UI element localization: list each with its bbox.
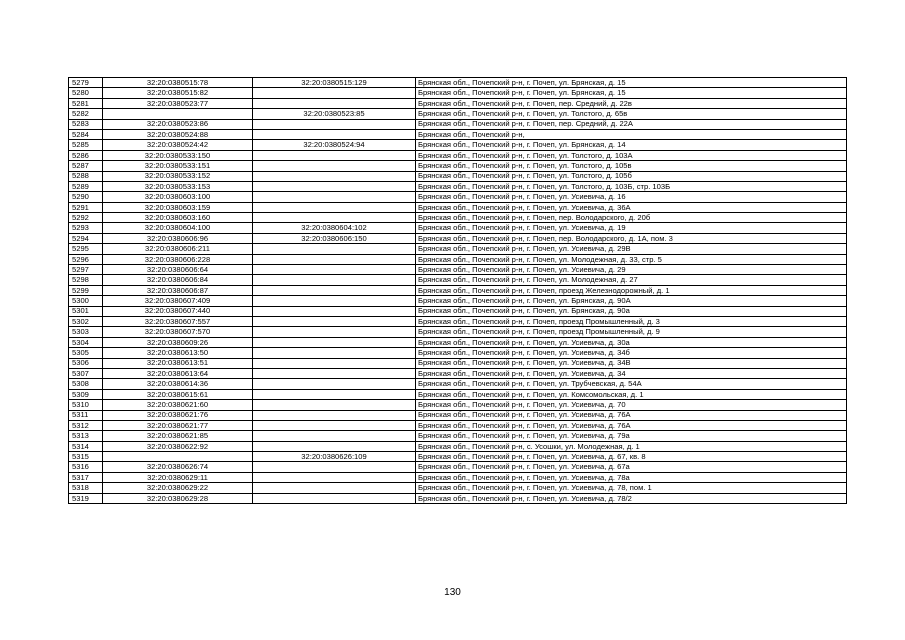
row-number-cell: 5287 [69, 161, 103, 171]
address-cell: Брянская обл., Почепский р-н, г. Почеп, ул. Усиевича, д. 70 [416, 400, 847, 410]
cadastral-number-2-cell [253, 254, 416, 264]
records-table-body [69, 78, 847, 504]
cadastral-number-2-cell [253, 348, 416, 358]
table-row [69, 171, 847, 181]
cadastral-number-cell [103, 109, 253, 119]
cadastral-number-2-cell: 32:20:0380606:150 [253, 233, 416, 243]
address-cell: Брянская обл., Почепский р-н, г. Почеп, ул. Брянская, д. 90А [416, 296, 847, 306]
address-cell: Брянская обл., Почепский р-н, г. Почеп, ул. Усиевича, д. 16 [416, 192, 847, 202]
table-row [69, 213, 847, 223]
cadastral-number-2-cell [253, 358, 416, 368]
row-number-cell: 5288 [69, 171, 103, 181]
address-cell: Брянская обл., Почепский р-н, г. Почеп, ул. Толстого, д. 65в [416, 109, 847, 119]
table-row [69, 327, 847, 337]
row-number-cell: 5310 [69, 400, 103, 410]
cadastral-number-2-cell [253, 431, 416, 441]
cadastral-number-cell: 32:20:0380614:36 [103, 379, 253, 389]
cadastral-number-cell: 32:20:0380606:87 [103, 285, 253, 295]
cadastral-number-cell: 32:20:0380629:22 [103, 483, 253, 493]
cadastral-number-cell: 32:20:0380533:150 [103, 150, 253, 160]
table-row [69, 285, 847, 295]
table-row [69, 462, 847, 472]
row-number-cell: 5303 [69, 327, 103, 337]
address-cell: Брянская обл., Почепский р-н, г. Почеп, пер. Володарского, д. 1А, пом. 3 [416, 233, 847, 243]
row-number-cell: 5316 [69, 462, 103, 472]
address-cell: Брянская обл., Почепский р-н, г. Почеп, ул. Усиевича, д. 34б [416, 348, 847, 358]
row-number-cell: 5317 [69, 472, 103, 482]
address-cell: Брянская обл., Почепский р-н, г. Почеп, ул. Усиевича, д. 36А [416, 202, 847, 212]
address-cell: Брянская обл., Почепский р-н, г. Почеп, пер. Володарского, д. 20б [416, 213, 847, 223]
row-number-cell: 5298 [69, 275, 103, 285]
cadastral-number-cell: 32:20:0380603:160 [103, 213, 253, 223]
table-row [69, 233, 847, 243]
cadastral-number-cell: 32:20:0380613:50 [103, 348, 253, 358]
cadastral-number-cell: 32:20:0380622:92 [103, 441, 253, 451]
table-row [69, 223, 847, 233]
address-cell: Брянская обл., Почепский р-н, г. Почеп, ул. Усиевича, д. 78а [416, 472, 847, 482]
address-cell: Брянская обл., Почепский р-н, г. Почеп, ул. Брянская, д. 15 [416, 78, 847, 88]
cadastral-number-cell: 32:20:0380606:96 [103, 233, 253, 243]
table-row [69, 192, 847, 202]
cadastral-number-2-cell: 32:20:0380515:129 [253, 78, 416, 88]
cadastral-number-cell: 32:20:0380524:42 [103, 140, 253, 150]
address-cell: Брянская обл., Почепский р-н, г. Почеп, проезд Промышленный, д. 3 [416, 316, 847, 326]
cadastral-number-2-cell [253, 265, 416, 275]
row-number-cell: 5292 [69, 213, 103, 223]
table-row [69, 348, 847, 358]
row-number-cell: 5290 [69, 192, 103, 202]
row-number-cell: 5285 [69, 140, 103, 150]
cadastral-number-2-cell [253, 472, 416, 482]
address-cell: Брянская обл., Почепский р-н, г. Почеп, ул. Усиевича, д. 67, кв. 8 [416, 452, 847, 462]
row-number-cell: 5281 [69, 98, 103, 108]
cadastral-number-2-cell [253, 316, 416, 326]
table-row [69, 368, 847, 378]
address-cell: Брянская обл., Почепский р-н, г. Почеп, ул. Молодежная, д. 27 [416, 275, 847, 285]
cadastral-number-2-cell [253, 441, 416, 451]
cadastral-number-2-cell [253, 462, 416, 472]
row-number-cell: 5282 [69, 109, 103, 119]
address-cell: Брянская обл., Почепский р-н, г. Почеп, ул. Брянская, д. 14 [416, 140, 847, 150]
cadastral-number-cell: 32:20:0380515:78 [103, 78, 253, 88]
cadastral-number-cell: 32:20:0380607:570 [103, 327, 253, 337]
row-number-cell: 5280 [69, 88, 103, 98]
cadastral-number-cell: 32:20:0380629:28 [103, 493, 253, 503]
address-cell: Брянская обл., Почепский р-н, г. Почеп, проезд Железнодорожный, д. 1 [416, 285, 847, 295]
cadastral-number-2-cell [253, 379, 416, 389]
table-row [69, 400, 847, 410]
cadastral-number-2-cell [253, 400, 416, 410]
row-number-cell: 5300 [69, 296, 103, 306]
cadastral-number-2-cell [253, 129, 416, 139]
cadastral-number-2-cell [253, 285, 416, 295]
cadastral-number-cell: 32:20:0380613:51 [103, 358, 253, 368]
table-row [69, 119, 847, 129]
cadastral-number-cell: 32:20:0380606:64 [103, 265, 253, 275]
table-row [69, 296, 847, 306]
table-row [69, 316, 847, 326]
table-row [69, 140, 847, 150]
row-number-cell: 5293 [69, 223, 103, 233]
cadastral-number-2-cell [253, 244, 416, 254]
cadastral-number-cell: 32:20:0380515:82 [103, 88, 253, 98]
address-cell: Брянская обл., Почепский р-н, г. Почеп, ул. Трубчевская, д. 54А [416, 379, 847, 389]
address-cell: Брянская обл., Почепский р-н, г. Почеп, ул. Толстого, д. 103А [416, 150, 847, 160]
address-cell: Брянская обл., Почепский р-н, г. Почеп, ул. Усиевича, д. 30а [416, 337, 847, 347]
table-row [69, 202, 847, 212]
address-cell: Брянская обл., Почепский р-н, г. Почеп, ул. Усиевича, д. 34 [416, 368, 847, 378]
address-cell: Брянская обл., Почепский р-н, г. Почеп, ул. Усиевича, д. 67а [416, 462, 847, 472]
cadastral-number-cell: 32:20:0380621:85 [103, 431, 253, 441]
table-row [69, 129, 847, 139]
page-number: 130 [444, 587, 461, 598]
table-row [69, 265, 847, 275]
table-row [69, 109, 847, 119]
cadastral-number-2-cell [253, 296, 416, 306]
cadastral-number-2-cell: 32:20:0380523:85 [253, 109, 416, 119]
cadastral-number-2-cell: 32:20:0380604:102 [253, 223, 416, 233]
row-number-cell: 5307 [69, 368, 103, 378]
cadastral-number-2-cell [253, 306, 416, 316]
cadastral-number-cell: 32:20:0380607:557 [103, 316, 253, 326]
cadastral-number-cell: 32:20:0380629:11 [103, 472, 253, 482]
row-number-cell: 5318 [69, 483, 103, 493]
address-cell: Брянская обл., Почепский р-н, г. Почеп, ул. Усиевича, д. 76А [416, 420, 847, 430]
row-number-cell: 5299 [69, 285, 103, 295]
address-cell: Брянская обл., Почепский р-н, г. Почеп, ул. Комсомольская, д. 1 [416, 389, 847, 399]
address-cell: Брянская обл., Почепский р-н, г. Почеп, ул. Толстого, д. 103Б, стр. 103Б [416, 181, 847, 191]
row-number-cell: 5306 [69, 358, 103, 368]
row-number-cell: 5319 [69, 493, 103, 503]
cadastral-number-cell: 32:20:0380607:409 [103, 296, 253, 306]
cadastral-number-2-cell [253, 368, 416, 378]
table-row [69, 337, 847, 347]
cadastral-number-2-cell [253, 119, 416, 129]
row-number-cell: 5294 [69, 233, 103, 243]
cadastral-number-cell: 32:20:0380524:88 [103, 129, 253, 139]
row-number-cell: 5286 [69, 150, 103, 160]
cadastral-number-cell: 32:20:0380606:211 [103, 244, 253, 254]
cadastral-number-2-cell [253, 161, 416, 171]
cadastral-number-2-cell [253, 202, 416, 212]
cadastral-number-cell: 32:20:0380604:100 [103, 223, 253, 233]
row-number-cell: 5301 [69, 306, 103, 316]
address-cell: Брянская обл., Почепский р-н, г. Почеп, ул. Усиевича, д. 29 [416, 265, 847, 275]
table-row [69, 88, 847, 98]
cadastral-number-cell: 32:20:0380621:77 [103, 420, 253, 430]
row-number-cell: 5295 [69, 244, 103, 254]
cadastral-number-cell: 32:20:0380621:60 [103, 400, 253, 410]
cadastral-number-2-cell [253, 181, 416, 191]
table-row [69, 379, 847, 389]
cadastral-number-2-cell [253, 150, 416, 160]
cadastral-number-2-cell [253, 337, 416, 347]
address-cell: Брянская обл., Почепский р-н, г. Почеп, ул. Брянская, д. 15 [416, 88, 847, 98]
row-number-cell: 5302 [69, 316, 103, 326]
cadastral-number-cell: 32:20:0380523:77 [103, 98, 253, 108]
cadastral-number-2-cell [253, 410, 416, 420]
row-number-cell: 5305 [69, 348, 103, 358]
cadastral-number-cell: 32:20:0380603:159 [103, 202, 253, 212]
table-row [69, 472, 847, 482]
cadastral-number-cell: 32:20:0380533:151 [103, 161, 253, 171]
cadastral-number-cell: 32:20:0380603:100 [103, 192, 253, 202]
address-cell: Брянская обл., Почепский р-н, г. Почеп, проезд Промышленный, д. 9 [416, 327, 847, 337]
cadastral-number-2-cell [253, 275, 416, 285]
table-row [69, 254, 847, 264]
row-number-cell: 5312 [69, 420, 103, 430]
cadastral-number-cell: 32:20:0380626:74 [103, 462, 253, 472]
row-number-cell: 5314 [69, 441, 103, 451]
cadastral-number-2-cell: 32:20:0380524:94 [253, 140, 416, 150]
cadastral-number-cell: 32:20:0380606:228 [103, 254, 253, 264]
cadastral-number-2-cell [253, 420, 416, 430]
address-cell: Брянская обл., Почепский р-н, г. Почеп, ул. Усиевича, д. 29В [416, 244, 847, 254]
table-row [69, 161, 847, 171]
address-cell: Брянская обл., Почепский р-н, г. Почеп, ул. Усиевича, д. 78, пом. 1 [416, 483, 847, 493]
cadastral-number-2-cell [253, 493, 416, 503]
cadastral-number-cell: 32:20:0380606:84 [103, 275, 253, 285]
table-row [69, 78, 847, 88]
table-row [69, 150, 847, 160]
cadastral-number-cell: 32:20:0380609:26 [103, 337, 253, 347]
address-cell: Брянская обл., Почепский р-н, с. Усошки, ул. Молодежная, д. 1 [416, 441, 847, 451]
table-row [69, 493, 847, 503]
table-row [69, 306, 847, 316]
row-number-cell: 5311 [69, 410, 103, 420]
table-row [69, 483, 847, 493]
address-cell: Брянская обл., Почепский р-н, г. Почеп, ул. Усиевича, д. 19 [416, 223, 847, 233]
cadastral-number-cell: 32:20:0380613:64 [103, 368, 253, 378]
table-row [69, 410, 847, 420]
row-number-cell: 5308 [69, 379, 103, 389]
row-number-cell: 5279 [69, 78, 103, 88]
table-row [69, 98, 847, 108]
address-cell: Брянская обл., Почепский р-н, г. Почеп, ул. Усиевича, д. 76А [416, 410, 847, 420]
cadastral-number-2-cell: 32:20:0380626:109 [253, 452, 416, 462]
cadastral-number-cell: 32:20:0380615:61 [103, 389, 253, 399]
row-number-cell: 5309 [69, 389, 103, 399]
cadastral-number-2-cell [253, 483, 416, 493]
cadastral-number-2-cell [253, 389, 416, 399]
cadastral-number-2-cell [253, 171, 416, 181]
address-cell: Брянская обл., Почепский р-н, г. Почеп, ул. Молодежная, д. 33, стр. 5 [416, 254, 847, 264]
records-table [68, 77, 847, 504]
cadastral-number-cell: 32:20:0380533:153 [103, 181, 253, 191]
table-row [69, 441, 847, 451]
row-number-cell: 5315 [69, 452, 103, 462]
row-number-cell: 5313 [69, 431, 103, 441]
table-row [69, 389, 847, 399]
cadastral-number-2-cell [253, 88, 416, 98]
table-row [69, 244, 847, 254]
address-cell: Брянская обл., Почепский р-н, г. Почеп, ул. Усиевича, д. 34В [416, 358, 847, 368]
address-cell: Брянская обл., Почепский р-н, г. Почеп, ул. Брянская, д. 90а [416, 306, 847, 316]
row-number-cell: 5283 [69, 119, 103, 129]
row-number-cell: 5296 [69, 254, 103, 264]
table-row [69, 358, 847, 368]
row-number-cell: 5291 [69, 202, 103, 212]
table-row [69, 275, 847, 285]
row-number-cell: 5304 [69, 337, 103, 347]
address-cell: Брянская обл., Почепский р-н, г. Почеп, ул. Усиевича, д. 79а [416, 431, 847, 441]
cadastral-number-cell: 32:20:0380523:86 [103, 119, 253, 129]
address-cell: Брянская обл., Почепский р-н, г. Почеп, пер. Средний, д. 22в [416, 98, 847, 108]
cadastral-number-2-cell [253, 192, 416, 202]
table-row [69, 452, 847, 462]
row-number-cell: 5284 [69, 129, 103, 139]
table-row [69, 431, 847, 441]
address-cell: Брянская обл., Почепский р-н, г. Почеп, ул. Толстого, д. 105в [416, 161, 847, 171]
cadastral-number-cell: 32:20:0380533:152 [103, 171, 253, 181]
cadastral-number-2-cell [253, 327, 416, 337]
row-number-cell: 5297 [69, 265, 103, 275]
row-number-cell: 5289 [69, 181, 103, 191]
address-cell: Брянская обл., Почепский р-н, г. Почеп, ул. Толстого, д. 105б [416, 171, 847, 181]
cadastral-number-cell [103, 452, 253, 462]
address-cell: Брянская обл., Почепский р-н, г. Почеп, ул. Усиевича, д. 78/2 [416, 493, 847, 503]
table-row [69, 181, 847, 191]
address-cell: Брянская обл., Почепский р-н, г. Почеп, пер. Средний, д. 22А [416, 119, 847, 129]
cadastral-number-cell: 32:20:0380607:440 [103, 306, 253, 316]
cadastral-number-cell: 32:20:0380621:76 [103, 410, 253, 420]
cadastral-number-2-cell [253, 213, 416, 223]
address-cell: Брянская обл., Почепский р-н, [416, 129, 847, 139]
cadastral-number-2-cell [253, 98, 416, 108]
table-row [69, 420, 847, 430]
